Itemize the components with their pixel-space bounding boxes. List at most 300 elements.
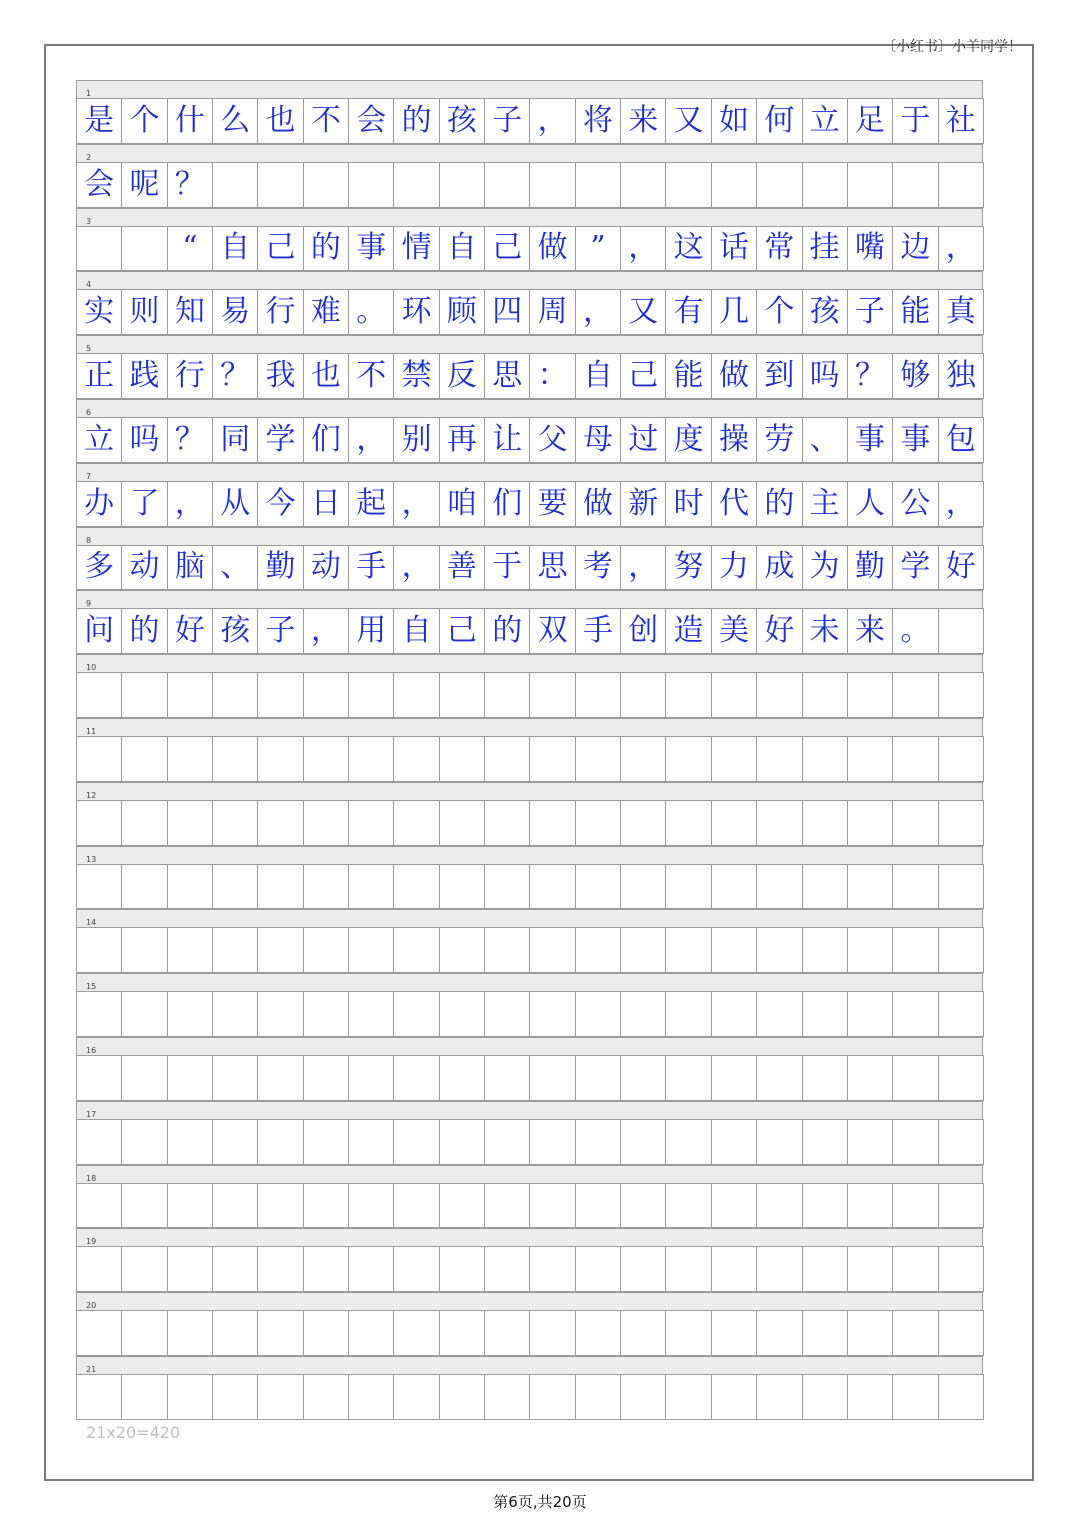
grid-cell: 己 xyxy=(485,227,530,271)
grid-cell xyxy=(530,865,575,909)
grid-cell xyxy=(530,928,575,972)
grid-cell xyxy=(757,992,802,1036)
grid-cell xyxy=(848,1120,893,1164)
grid-row xyxy=(76,1292,984,1356)
grid-cell xyxy=(939,992,984,1036)
grid-cell: 嘴 xyxy=(848,227,893,271)
grid-cell: 未 xyxy=(803,609,848,653)
grid-cell xyxy=(213,1120,258,1164)
row-cells xyxy=(76,353,984,399)
grid-cell: 子 xyxy=(258,609,303,653)
grid-cell xyxy=(939,1056,984,1100)
grid-cell: 学 xyxy=(258,418,303,462)
row-number-strip xyxy=(76,1356,983,1374)
grid-cell xyxy=(349,865,394,909)
grid-cell xyxy=(77,1120,122,1164)
grid-cell xyxy=(576,992,621,1036)
row-cells xyxy=(76,1246,984,1292)
grid-cell xyxy=(213,1184,258,1228)
grid-cell xyxy=(576,737,621,781)
grid-cell: 于 xyxy=(485,546,530,590)
row-cells xyxy=(76,1119,984,1165)
grid-cell: 不 xyxy=(349,354,394,398)
grid-cell: 时 xyxy=(666,482,711,526)
grid-cell xyxy=(440,673,485,717)
grid-cell: 好 xyxy=(757,609,802,653)
grid-cell: 自 xyxy=(394,609,439,653)
grid-cell xyxy=(666,928,711,972)
row-number: 12 xyxy=(86,790,97,800)
grid-cell xyxy=(530,737,575,781)
grid-cell xyxy=(304,1120,349,1164)
grid-cell xyxy=(666,1120,711,1164)
grid-cell: 努 xyxy=(666,546,711,590)
grid-cell: 周 xyxy=(530,290,575,334)
grid-cell xyxy=(621,928,666,972)
grid-cell: 同 xyxy=(213,418,258,462)
grid-cell xyxy=(757,801,802,845)
grid-cell: 做 xyxy=(576,482,621,526)
grid-cell xyxy=(666,1247,711,1291)
grid-cell: 也 xyxy=(258,99,303,143)
grid-cell xyxy=(666,1056,711,1100)
grid-cell: ？ xyxy=(168,418,213,462)
grid-cell xyxy=(485,1311,530,1355)
grid-cell: 美 xyxy=(712,609,757,653)
grid-cell xyxy=(122,1311,167,1355)
grid-cell xyxy=(122,673,167,717)
grid-row xyxy=(76,1356,984,1420)
grid-cell: 环 xyxy=(394,290,439,334)
row-number-strip xyxy=(76,335,983,353)
grid-cell xyxy=(939,673,984,717)
grid-cell xyxy=(757,163,802,207)
grid-cell xyxy=(939,865,984,909)
row-number-strip xyxy=(76,1228,983,1246)
grid-cell xyxy=(848,1375,893,1419)
grid-cell xyxy=(712,928,757,972)
grid-cell: 创 xyxy=(621,609,666,653)
grid-cell xyxy=(803,1120,848,1164)
grid-cell: 何 xyxy=(757,99,802,143)
row-number-strip xyxy=(76,527,983,545)
grid-cell xyxy=(485,801,530,845)
grid-cell xyxy=(258,928,303,972)
grid-cell: 个 xyxy=(122,99,167,143)
grid-cell xyxy=(485,673,530,717)
grid-cell xyxy=(576,865,621,909)
grid-cell xyxy=(258,1120,303,1164)
grid-cell: 己 xyxy=(440,609,485,653)
grid-cell: 的 xyxy=(304,227,349,271)
grid-cell xyxy=(349,163,394,207)
grid-cell: 践 xyxy=(122,354,167,398)
grid-row xyxy=(76,973,984,1037)
grid-cell: 从 xyxy=(213,482,258,526)
grid-cell: 来 xyxy=(848,609,893,653)
grid-cell xyxy=(893,865,938,909)
grid-cell xyxy=(893,992,938,1036)
grid-cell xyxy=(77,227,122,271)
grid-cell xyxy=(576,1311,621,1355)
grid-cell xyxy=(349,1184,394,1228)
grid-cell xyxy=(213,801,258,845)
grid-cell xyxy=(304,1247,349,1291)
row-number-strip xyxy=(76,846,983,864)
grid-cell xyxy=(394,928,439,972)
grid-cell xyxy=(168,673,213,717)
grid-cell xyxy=(394,163,439,207)
grid-cell: 立 xyxy=(77,418,122,462)
row-number-strip xyxy=(76,271,983,289)
grid-cell xyxy=(258,1056,303,1100)
grid-cell xyxy=(893,1247,938,1291)
grid-cell xyxy=(122,992,167,1036)
grid-row xyxy=(76,208,984,272)
grid-row xyxy=(76,718,984,782)
grid-cell xyxy=(258,865,303,909)
row-number-strip xyxy=(76,1292,983,1310)
grid-cell xyxy=(939,609,984,653)
grid-cell xyxy=(939,1184,984,1228)
grid-cell xyxy=(893,737,938,781)
grid-cell xyxy=(939,1120,984,1164)
grid-cell xyxy=(394,1311,439,1355)
grid-cell xyxy=(258,1184,303,1228)
grid-cell: 行 xyxy=(258,290,303,334)
grid-cell xyxy=(304,1184,349,1228)
grid-cell xyxy=(440,1120,485,1164)
grid-cell: 好 xyxy=(939,546,984,590)
grid-cell xyxy=(666,865,711,909)
grid-cell xyxy=(530,1056,575,1100)
grid-cell: 话 xyxy=(712,227,757,271)
row-number: 21 xyxy=(86,1364,97,1374)
grid-capacity-label: 21x20=420 xyxy=(86,1423,181,1442)
grid-cell xyxy=(712,673,757,717)
grid-cell: 日 xyxy=(304,482,349,526)
grid-cell xyxy=(757,1056,802,1100)
row-number-strip xyxy=(76,718,983,736)
grid-cell xyxy=(213,673,258,717)
grid-cell xyxy=(893,801,938,845)
grid-cell: ， xyxy=(394,482,439,526)
grid-cell xyxy=(621,992,666,1036)
grid-cell xyxy=(757,928,802,972)
grid-cell: 善 xyxy=(440,546,485,590)
grid-cell: 再 xyxy=(440,418,485,462)
grid-cell xyxy=(803,801,848,845)
grid-cell xyxy=(213,1311,258,1355)
grid-cell xyxy=(666,673,711,717)
grid-cell xyxy=(77,928,122,972)
row-cells xyxy=(76,736,984,782)
grid-cell xyxy=(440,1247,485,1291)
grid-cell xyxy=(848,1311,893,1355)
grid-row xyxy=(76,590,984,654)
grid-cell: 到 xyxy=(757,354,802,398)
grid-cell: 真 xyxy=(939,290,984,334)
grid-cell xyxy=(394,992,439,1036)
grid-cell xyxy=(213,1247,258,1291)
grid-cell: 母 xyxy=(576,418,621,462)
grid-cell: ， xyxy=(576,290,621,334)
grid-row xyxy=(76,80,984,144)
grid-cell xyxy=(576,1056,621,1100)
grid-cell xyxy=(77,1184,122,1228)
grid-cell xyxy=(394,1247,439,1291)
grid-cell xyxy=(394,865,439,909)
grid-cell xyxy=(394,1056,439,1100)
grid-cell xyxy=(349,1375,394,1419)
grid-row xyxy=(76,271,984,335)
grid-cell xyxy=(893,1311,938,1355)
row-number-strip xyxy=(76,1037,983,1055)
grid-cell xyxy=(893,1375,938,1419)
grid-cell xyxy=(485,1247,530,1291)
grid-cell xyxy=(485,992,530,1036)
grid-cell: 多 xyxy=(77,546,122,590)
grid-cell: 挂 xyxy=(803,227,848,271)
grid-cell xyxy=(939,737,984,781)
grid-cell xyxy=(848,865,893,909)
grid-cell: 能 xyxy=(666,354,711,398)
grid-cell: 如 xyxy=(712,99,757,143)
grid-cell xyxy=(576,1184,621,1228)
grid-cell xyxy=(893,1120,938,1164)
grid-cell: 于 xyxy=(893,99,938,143)
row-number: 2 xyxy=(86,152,92,162)
row-cells xyxy=(76,1310,984,1356)
grid-cell: 四 xyxy=(485,290,530,334)
grid-cell: 为 xyxy=(803,546,848,590)
grid-cell xyxy=(530,992,575,1036)
grid-cell xyxy=(394,1184,439,1228)
grid-cell xyxy=(939,928,984,972)
grid-cell xyxy=(304,1311,349,1355)
grid-cell xyxy=(576,1120,621,1164)
grid-cell: 难 xyxy=(304,290,349,334)
grid-cell: 了 xyxy=(122,482,167,526)
grid-cell xyxy=(258,737,303,781)
grid-cell: 也 xyxy=(304,354,349,398)
grid-cell: 父 xyxy=(530,418,575,462)
grid-cell xyxy=(757,1247,802,1291)
grid-cell xyxy=(394,1375,439,1419)
grid-cell xyxy=(258,1247,303,1291)
grid-cell: 过 xyxy=(621,418,666,462)
row-cells xyxy=(76,991,984,1037)
grid-cell xyxy=(848,737,893,781)
page-number-footer: 第6页,共20页 xyxy=(493,1493,587,1511)
grid-cell: 办 xyxy=(77,482,122,526)
grid-cell xyxy=(77,1375,122,1419)
row-number-strip xyxy=(76,80,983,98)
row-cells xyxy=(76,162,984,208)
row-cells xyxy=(76,98,984,144)
grid-cell xyxy=(168,865,213,909)
grid-cell xyxy=(349,801,394,845)
row-number-strip xyxy=(76,973,983,991)
row-number-strip xyxy=(76,909,983,927)
grid-cell: ， xyxy=(621,227,666,271)
grid-cell xyxy=(77,1056,122,1100)
row-cells xyxy=(76,289,984,335)
grid-cell: 成 xyxy=(757,546,802,590)
grid-cell xyxy=(893,1056,938,1100)
grid-cell: 别 xyxy=(394,418,439,462)
grid-cell: 学 xyxy=(893,546,938,590)
grid-cell xyxy=(77,1247,122,1291)
grid-cell xyxy=(803,992,848,1036)
row-number-strip xyxy=(76,590,983,608)
grid-cell xyxy=(304,992,349,1036)
grid-cell xyxy=(485,1375,530,1419)
row-number: 7 xyxy=(86,471,92,481)
grid-cell xyxy=(803,737,848,781)
grid-row xyxy=(76,846,984,910)
grid-cell: 有 xyxy=(666,290,711,334)
row-number-strip xyxy=(76,144,983,162)
grid-cell xyxy=(666,1184,711,1228)
grid-row xyxy=(76,654,984,718)
grid-cell: 边 xyxy=(893,227,938,271)
grid-cell xyxy=(757,1375,802,1419)
grid-cell xyxy=(258,801,303,845)
grid-cell: 么 xyxy=(213,99,258,143)
grid-cell xyxy=(304,928,349,972)
grid-cell: 劳 xyxy=(757,418,802,462)
grid-cell: 度 xyxy=(666,418,711,462)
grid-cell xyxy=(803,928,848,972)
grid-cell xyxy=(803,1375,848,1419)
grid-cell: 力 xyxy=(712,546,757,590)
grid-cell xyxy=(349,673,394,717)
grid-row xyxy=(76,1228,984,1292)
grid-cell: 做 xyxy=(712,354,757,398)
grid-cell xyxy=(848,673,893,717)
grid-cell xyxy=(848,1056,893,1100)
grid-cell xyxy=(168,992,213,1036)
grid-cell xyxy=(893,673,938,717)
grid-cell xyxy=(848,992,893,1036)
grid-cell: 是 xyxy=(77,99,122,143)
grid-cell xyxy=(349,737,394,781)
grid-cell: 孩 xyxy=(803,290,848,334)
grid-cell xyxy=(621,673,666,717)
row-cells xyxy=(76,417,984,463)
grid-cell xyxy=(394,801,439,845)
grid-cell xyxy=(576,673,621,717)
grid-cell: 们 xyxy=(304,418,349,462)
row-number: 1 xyxy=(86,89,92,98)
grid-row xyxy=(76,144,984,208)
grid-cell: 子 xyxy=(848,290,893,334)
grid-cell xyxy=(939,1311,984,1355)
grid-cell xyxy=(349,1120,394,1164)
grid-cell xyxy=(621,737,666,781)
grid-cell xyxy=(757,1311,802,1355)
grid-cell: ” xyxy=(576,227,621,271)
row-number: 8 xyxy=(86,535,92,545)
grid-cell: 事 xyxy=(349,227,394,271)
row-number: 11 xyxy=(86,726,97,736)
grid-cell xyxy=(122,1184,167,1228)
grid-cell: 手 xyxy=(349,546,394,590)
grid-cell xyxy=(258,1311,303,1355)
grid-cell xyxy=(757,1184,802,1228)
grid-cell: 个 xyxy=(757,290,802,334)
row-number: 18 xyxy=(86,1173,97,1183)
row-number-strip xyxy=(76,399,983,417)
grid-cell: 动 xyxy=(122,546,167,590)
grid-cell xyxy=(304,673,349,717)
grid-cell xyxy=(213,992,258,1036)
grid-cell xyxy=(304,163,349,207)
grid-cell xyxy=(122,227,167,271)
grid-cell: ？ xyxy=(848,354,893,398)
grid-cell xyxy=(485,737,530,781)
grid-cell xyxy=(394,673,439,717)
grid-cell xyxy=(440,1184,485,1228)
grid-cell xyxy=(122,801,167,845)
grid-cell xyxy=(304,737,349,781)
grid-cell: 不 xyxy=(304,99,349,143)
grid-cell xyxy=(621,1247,666,1291)
grid-cell xyxy=(122,1375,167,1419)
row-cells xyxy=(76,608,984,654)
grid-cell: 事 xyxy=(893,418,938,462)
grid-cell xyxy=(122,737,167,781)
grid-cell xyxy=(712,801,757,845)
grid-cell xyxy=(803,1247,848,1291)
grid-cell: 能 xyxy=(893,290,938,334)
grid-cell xyxy=(304,1375,349,1419)
grid-cell: 包 xyxy=(939,418,984,462)
grid-cell xyxy=(168,1056,213,1100)
grid-cell xyxy=(621,1311,666,1355)
grid-cell: 这 xyxy=(666,227,711,271)
grid-cell: 几 xyxy=(712,290,757,334)
row-number: 4 xyxy=(86,280,92,290)
grid-cell: 知 xyxy=(168,290,213,334)
grid-cell xyxy=(576,163,621,207)
grid-cell xyxy=(440,1375,485,1419)
grid-cell xyxy=(712,1184,757,1228)
row-number: 3 xyxy=(86,216,92,226)
grid-cell xyxy=(712,1120,757,1164)
grid-cell xyxy=(122,1056,167,1100)
grid-cell: 好 xyxy=(168,609,213,653)
grid-cell xyxy=(803,1184,848,1228)
grid-cell: 己 xyxy=(621,354,666,398)
grid-cell xyxy=(258,673,303,717)
grid-cell xyxy=(803,163,848,207)
row-number-strip xyxy=(76,1165,983,1183)
grid-cell xyxy=(848,1247,893,1291)
grid-cell: 的 xyxy=(122,609,167,653)
grid-cell: 实 xyxy=(77,290,122,334)
row-cells xyxy=(76,1183,984,1229)
grid-cell xyxy=(621,1056,666,1100)
grid-cell: 做 xyxy=(530,227,575,271)
grid-cell: 禁 xyxy=(394,354,439,398)
row-cells xyxy=(76,927,984,973)
grid-cell: ？ xyxy=(213,354,258,398)
grid-cell xyxy=(803,1311,848,1355)
grid-cell xyxy=(712,992,757,1036)
grid-cell xyxy=(621,1120,666,1164)
